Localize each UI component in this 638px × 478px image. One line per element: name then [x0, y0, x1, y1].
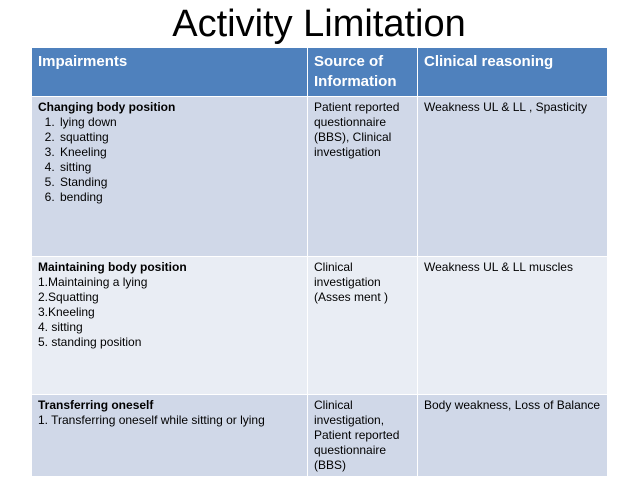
list-item: 5. Standing [58, 175, 301, 190]
row-heading: Transferring oneself [38, 398, 154, 412]
reasoning-cell: Weakness UL & LL muscles [418, 257, 608, 395]
header-reasoning: Clinical reasoning [418, 48, 608, 97]
impairment-list [38, 115, 301, 205]
header-row [32, 48, 608, 97]
row-heading: Changing body position [38, 100, 176, 114]
reasoning-cell: Weakness UL & LL , Spasticity [418, 97, 608, 257]
table-row [32, 257, 608, 395]
list-item: 4. sitting [58, 160, 301, 175]
row-heading: Maintaining body position [38, 260, 187, 274]
list-item: 1. lying down [58, 115, 301, 130]
table-row [32, 395, 608, 477]
table-row [32, 97, 608, 257]
header-source: Source of Information [308, 48, 418, 97]
list-item: 2. squatting [58, 130, 301, 145]
source-cell: Patient reported questionnaire (BBS), Clinical investigation [308, 97, 418, 257]
list-item: 2.Squatting [38, 290, 99, 304]
list-item: 3. Kneeling [58, 145, 301, 160]
impairment-cell [32, 395, 308, 477]
impairment-cell [32, 97, 308, 257]
impairment-cell [32, 257, 308, 395]
list-item: 3.Kneeling [38, 305, 95, 319]
list-item: 4. sitting [38, 320, 83, 334]
source-cell: Clinical investigation, Patient reported questionnaire (BBS) [308, 395, 418, 477]
slide-title: Activity Limitation [172, 3, 466, 45]
header-impairments: Impairments [32, 48, 308, 97]
source-cell: Clinical investigation (Asses ment ) [308, 257, 418, 395]
list-item: 6. bending [58, 190, 301, 205]
activity-limitation-table [31, 47, 608, 477]
list-item: 5. standing position [38, 335, 142, 349]
reasoning-cell: Body weakness, Loss of Balance [418, 395, 608, 477]
list-item: 1.Maintaining a lying [38, 275, 148, 289]
list-item: 1. Transferring oneself while sitting or lying [38, 413, 265, 427]
